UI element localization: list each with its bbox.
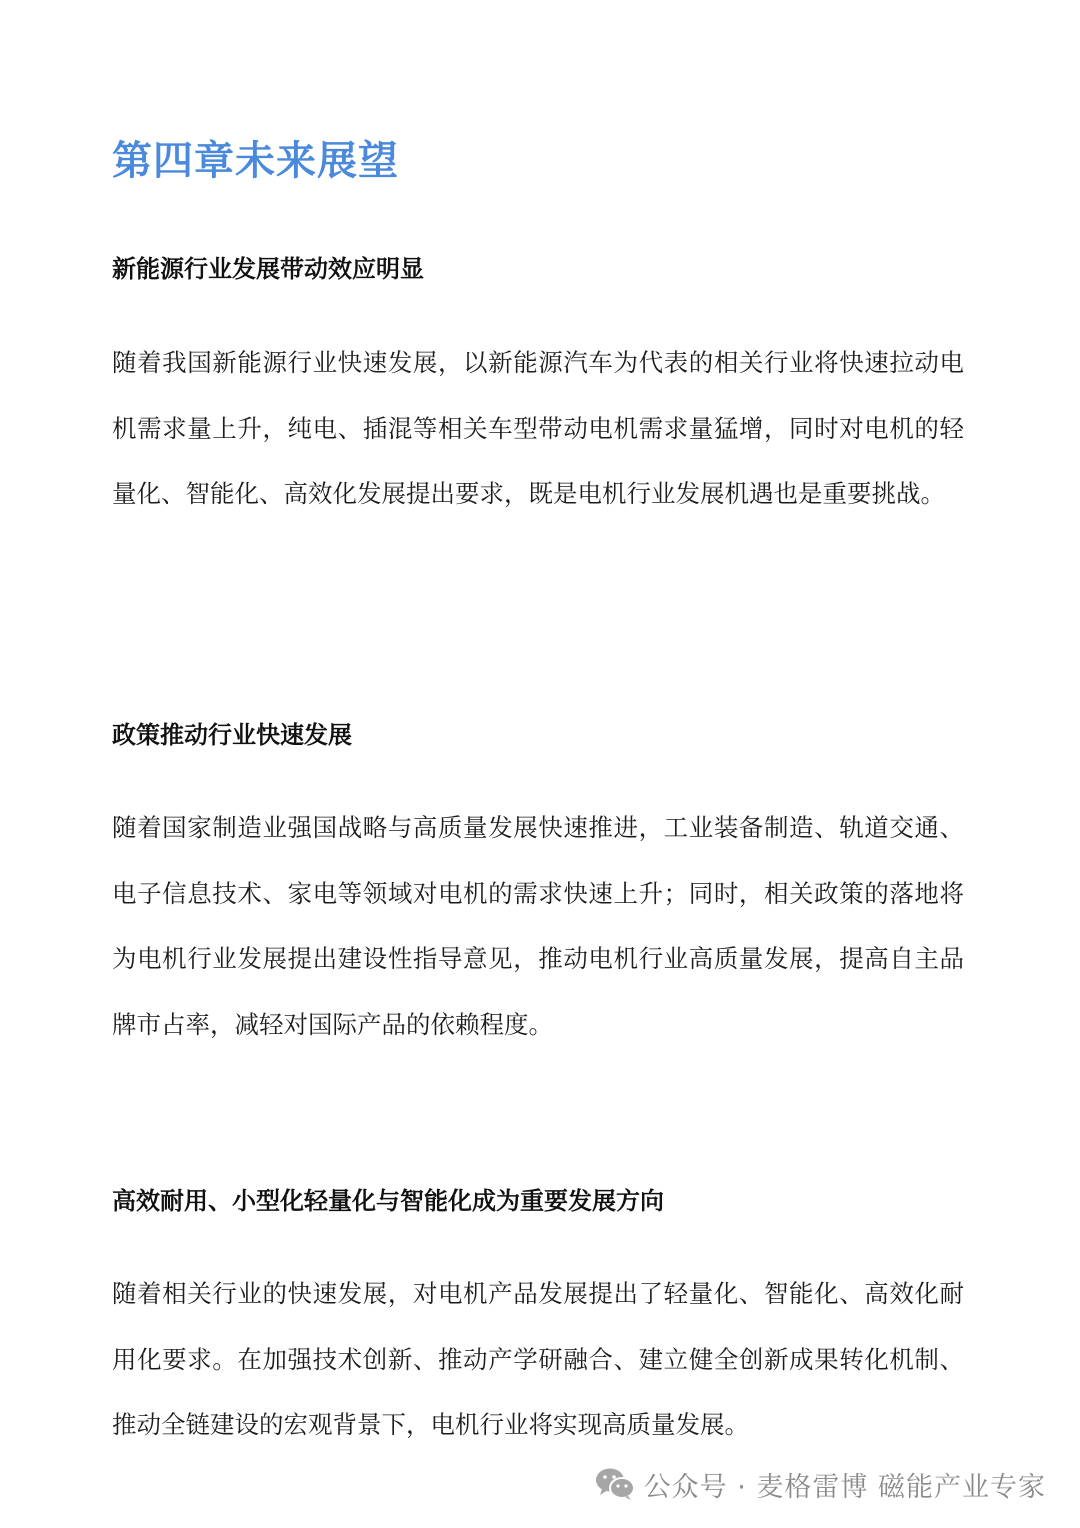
section-body-direction: 随着相关行业的快速发展，对电机产品发展提出了轻量化、智能化、高效化耐用化要求。在加强技术创新、推动产学研融合、建立健全创新成果转化机制、推动全链建设的宏观背景下，电机行业将实现高质量发展。 [112, 1279, 964, 1439]
section-heading-new-energy: 新能源行业发展带动效应明显 [112, 255, 424, 283]
wechat-icon [594, 1466, 636, 1502]
chapter-title: 第四章未来展望 [112, 138, 399, 184]
section-body-new-energy: 随着我国新能源行业快速发展，以新能源汽车为代表的相关行业将快速拉动电机需求量上升，纯电、插混等相关车型带动电机需求量猛增，同时对电机的轻量化、智能化、高效化发展提出要求，既是电机行业发展机遇也是重要挑战。 [112, 348, 964, 508]
section-body-policy: 随着国家制造业强国战略与高质量发展快速推进，工业装备制造、轨道交通、电子信息技术、家电等领域对电机的需求快速上升；同时，相关政策的落地将为电机行业发展提出建设性指导意见，推动电机行业高质量发展，提高自主品牌市占率，减轻对国际产品的依赖程度。 [112, 813, 964, 1039]
section-heading-policy: 政策推动行业快速发展 [112, 721, 352, 749]
watermark-footer [594, 1462, 1046, 1506]
watermark-text: 公众号 · 麦格雷博 磁能产业专家 [643, 1471, 1046, 1503]
section-heading-direction: 高效耐用、小型化轻量化与智能化成为重要发展方向 [112, 1187, 664, 1215]
